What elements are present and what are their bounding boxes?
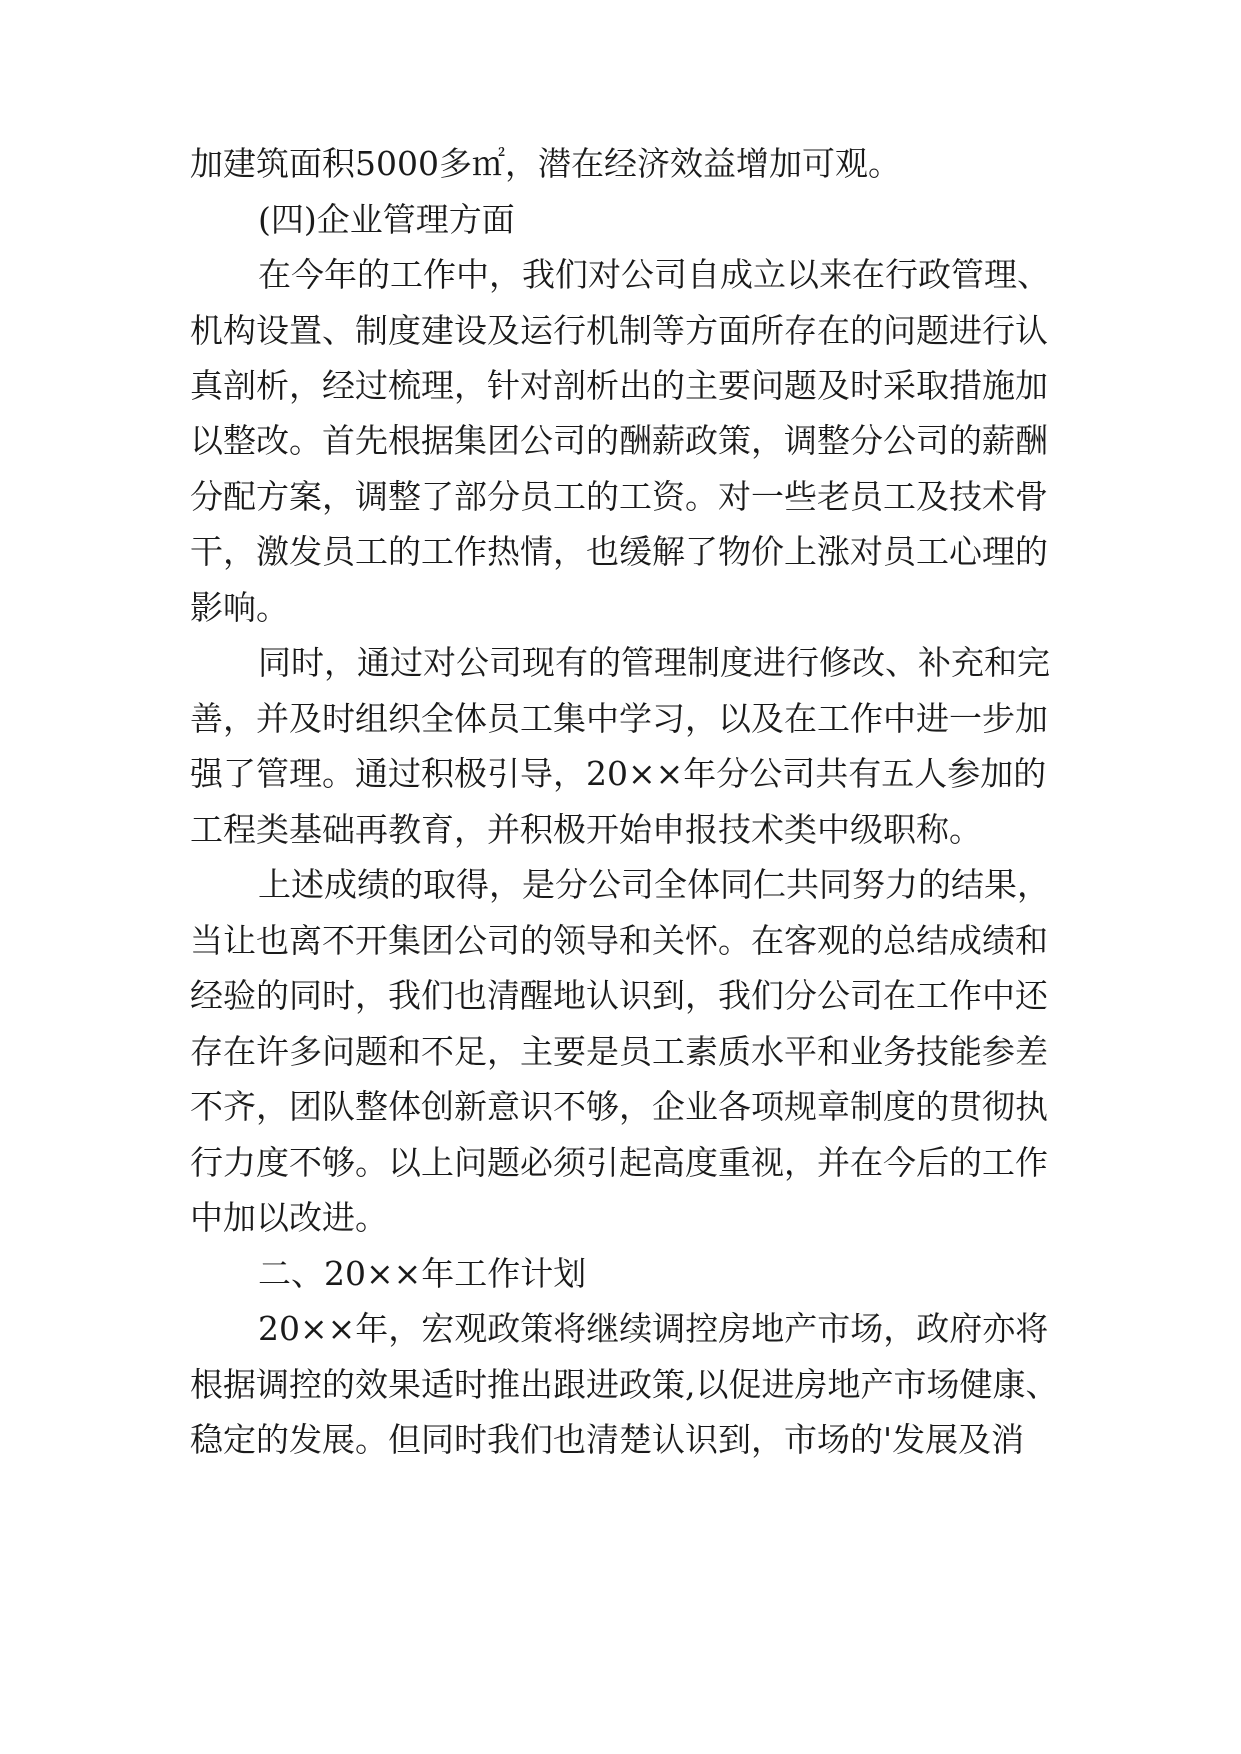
text-line: 干，激发员工的工作热情，也缓解了物价上涨对员工心理的 — [190, 532, 1048, 571]
section-heading: (四)企业管理方面 — [258, 200, 515, 239]
text-line: 强了管理。通过积极引导，20××年分公司共有五人参加的 — [190, 754, 1047, 793]
text-line: 以整改。首先根据集团公司的酬薪政策，调整分公司的薪酬 — [190, 421, 1048, 460]
text-line: 真剖析，经过梳理，针对剖析出的主要问题及时采取措施加 — [190, 366, 1048, 405]
text-line: 行力度不够。以上问题必须引起高度重视，并在今后的工作 — [190, 1143, 1048, 1182]
text-line: 稳定的发展。但同时我们也清楚认识到，市场的'发展及消 — [190, 1420, 1025, 1459]
text-line: 当让也离不开集团公司的领导和关怀。在客观的总结成绩和 — [190, 921, 1048, 960]
text-line: 善，并及时组织全体员工集中学习，以及在工作中进一步加 — [190, 699, 1048, 738]
text-line: 在今年的工作中，我们对公司自成立以来在行政管理、 — [258, 255, 1050, 294]
text-line: 加建筑面积5000多㎡，潜在经济效益增加可观。 — [190, 144, 901, 183]
text-line: 影响。 — [190, 588, 289, 627]
text-line: 工程类基础再教育，并积极开始申报技术类中级职称。 — [190, 810, 982, 849]
text-line: 根据调控的效果适时推出跟进政策,以促进房地产市场健康、 — [190, 1365, 1059, 1404]
text-line: 上述成绩的取得，是分公司全体同仁共同努力的结果， — [258, 865, 1050, 904]
text-line: 中加以改进。 — [190, 1198, 388, 1237]
section-heading: 二、20××年工作计划 — [258, 1254, 587, 1293]
text-line: 不齐，团队整体创新意识不够，企业各项规章制度的贯彻执 — [190, 1087, 1048, 1126]
text-line: 分配方案，调整了部分员工的工资。对一些老员工及技术骨 — [190, 477, 1048, 516]
text-line: 20××年，宏观政策将继续调控房地产市场，政府亦将 — [258, 1309, 1049, 1348]
text-line: 机构设置、制度建设及运行机制等方面所存在的问题进行认 — [190, 311, 1048, 350]
text-line: 存在许多问题和不足，主要是员工素质水平和业务技能参差 — [190, 1032, 1048, 1071]
text-line: 经验的同时，我们也清醒地认识到，我们分公司在工作中还 — [190, 976, 1048, 1015]
text-line: 同时，通过对公司现有的管理制度进行修改、补充和完 — [258, 643, 1050, 682]
